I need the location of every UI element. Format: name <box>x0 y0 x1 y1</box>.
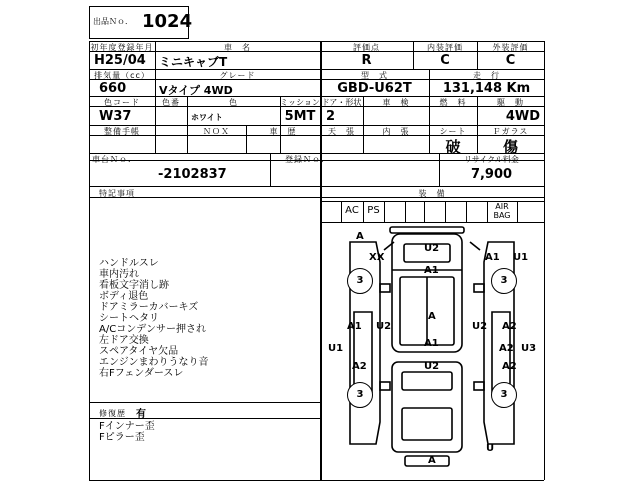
glass-value: 傷 <box>502 138 518 156</box>
mileage-header: 走 行 <box>473 71 500 80</box>
chassis-value: -2102837 <box>158 167 227 182</box>
damage-code: U3 <box>521 343 537 354</box>
inspection-header: 車 検 <box>382 98 410 107</box>
damage-code: A1 <box>424 265 439 276</box>
displacement-value: 660 <box>99 81 127 96</box>
repair-item: Fインナー歪 <box>99 421 155 432</box>
damage-code: U2 <box>424 361 440 372</box>
manual-header: 整備手帳 <box>104 127 140 136</box>
seat-value: 破 <box>445 138 461 156</box>
remark-item: ハンドルスレ <box>99 258 159 269</box>
grid-line <box>517 201 518 222</box>
damage-code: A1 <box>485 252 500 263</box>
car-name-value: ミニキャブT <box>159 55 228 69</box>
damage-code: U <box>486 443 495 454</box>
grid-line <box>424 201 425 222</box>
reg-no-header: 登録Ｎｏ． <box>285 155 330 164</box>
remark-item: スペアタイヤ欠品 <box>99 346 179 357</box>
remark-item: エンジンまわりうなり音 <box>99 357 209 368</box>
tire-tread-marker: 3 <box>491 268 517 294</box>
color-code-header: 色コード <box>104 98 140 107</box>
remark-item: ドアミラーカバーキズ <box>99 302 199 313</box>
damage-code: A2 <box>499 343 514 354</box>
color-header: 色 <box>229 98 238 107</box>
remark-item: A/Cコンデンサー押され <box>99 324 206 335</box>
equipment-ac: AC <box>345 205 359 216</box>
damage-code: U2 <box>472 321 488 332</box>
drive-header: 駆 動 <box>497 98 524 107</box>
recycle-value: 7,900 <box>470 167 513 182</box>
score-header: 評価点 <box>353 43 380 52</box>
damage-code: A <box>428 311 436 322</box>
damage-code: U1 <box>328 343 344 354</box>
grid-line <box>445 201 446 222</box>
history-header: 車 歴 <box>269 127 297 136</box>
grid-line <box>270 153 271 186</box>
equipment-header: 装 備 <box>418 189 446 198</box>
remarks-header: 特記事項 <box>99 189 135 198</box>
tire-tread-marker: 3 <box>347 382 373 408</box>
chassis-header: 車台Ｎｏ． <box>92 155 137 164</box>
nox-header: ＮＯＸ <box>203 127 230 136</box>
equipment-airbag: AIR BAG <box>493 202 511 220</box>
tire-tread-marker: 3 <box>347 268 373 294</box>
grid-line <box>384 201 385 222</box>
doors-value: 2 <box>326 109 336 124</box>
damage-code: A <box>356 231 364 242</box>
ceiling-header: 天 張 <box>328 127 355 136</box>
repair-item: Fピラー歪 <box>99 432 145 443</box>
recycle-header: リサイクル料金 <box>464 155 519 164</box>
damage-code: XX <box>369 252 385 263</box>
damage-code: A2 <box>502 361 517 372</box>
repair-header: 修復歴 <box>99 409 126 418</box>
remark-item: シートヘタリ <box>99 313 159 324</box>
color-code-value: W37 <box>99 109 132 124</box>
car-name-header: 車 名 <box>224 43 251 52</box>
lot-number: 1024 <box>142 11 193 32</box>
color-no-header: 色番 <box>162 98 180 107</box>
grid-line <box>89 402 320 403</box>
grid-line <box>89 186 544 187</box>
model-header: 型 式 <box>361 71 388 80</box>
exterior-score-value: C <box>505 53 516 68</box>
mileage-value: 131,148 Km <box>442 81 531 96</box>
model-value: GBD-U62T <box>337 81 412 96</box>
damage-code: A <box>428 455 436 466</box>
damage-code: A2 <box>502 321 517 332</box>
damage-code: U1 <box>513 252 529 263</box>
damage-code: U2 <box>376 321 392 332</box>
interior-score-header: 内装評価 <box>427 43 463 52</box>
glass-header: Ｆガラス <box>492 127 529 136</box>
remark-item: 車内汚れ <box>99 269 139 280</box>
tire-tread-marker: 3 <box>491 382 517 408</box>
damage-code: A1 <box>424 338 439 349</box>
fuel-header: 燃 料 <box>439 98 467 107</box>
remark-item: ボディ退色 <box>99 291 149 302</box>
year-header: 初年度登録年月 <box>90 43 154 52</box>
color-name-value: ホワイト <box>191 113 223 122</box>
seat-header: シート <box>439 127 467 136</box>
interior-score-value: C <box>440 53 450 68</box>
grid-line <box>544 41 545 480</box>
remark-item: 右Fフェンダースレ <box>99 368 184 379</box>
damage-code: U2 <box>424 243 440 254</box>
grade-value: Vタイプ 4WD <box>159 84 233 97</box>
grade-header: グレード <box>219 71 256 80</box>
doors-header: ドア・形状 <box>321 98 362 107</box>
grid-line <box>466 201 467 222</box>
drive-value: 4WD <box>505 109 540 124</box>
equipment-ps: PS <box>367 205 380 216</box>
remark-item: 看板文字消し跡 <box>99 280 169 291</box>
remark-item: 左ドア交換 <box>99 335 149 346</box>
repair-value: 有 <box>136 409 146 420</box>
exterior-score-header: 外装評価 <box>492 43 529 52</box>
lot-number-label: 出品Ｎｏ． <box>93 17 133 26</box>
score-value: R <box>361 53 372 68</box>
year-value: H25/04 <box>94 53 146 68</box>
displacement-header: 排気量（cc） <box>94 71 150 80</box>
transmission-header: ミッション <box>280 98 320 107</box>
grid-line <box>405 201 406 222</box>
interior-header: 内 張 <box>382 127 410 136</box>
damage-code: A1 <box>347 321 362 332</box>
damage-code: A2 <box>352 361 367 372</box>
transmission-value: 5MT <box>284 109 316 124</box>
